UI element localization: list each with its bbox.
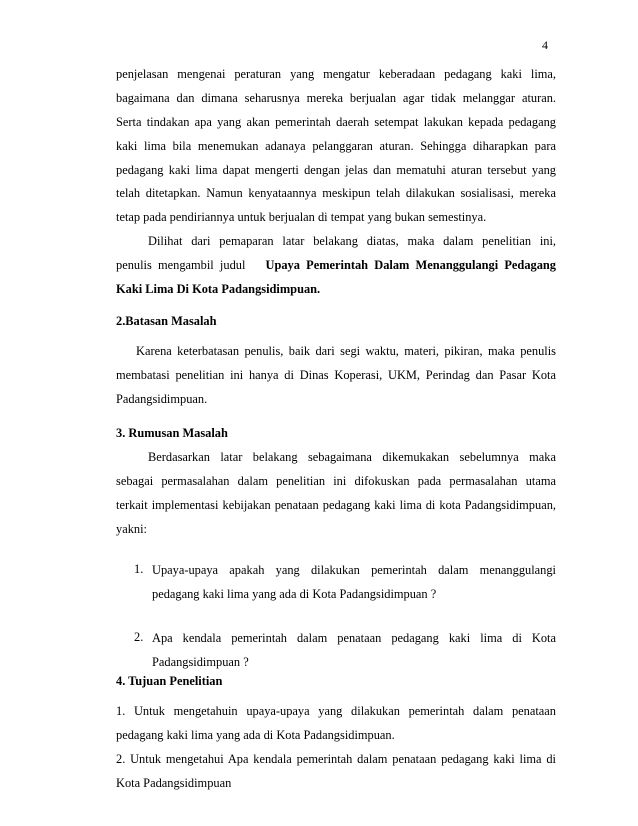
paragraph-line: Padangsidimpuan. <box>116 392 208 406</box>
list-number: 2. <box>134 630 144 644</box>
paragraph-line: Serta tindakan apa yang akan pemerintah daerah setempat lakukan kepada pedagang <box>116 115 556 129</box>
paragraph-line: Karena keterbatasan penulis, baik dari segi waktu, materi, pikiran, maka penulis <box>136 344 556 358</box>
list-item: pedagang kaki lima yang ada di Kota Padangsidimpuan ? <box>152 587 437 601</box>
list-item: Apa kendala pemerintah dalam penataan pedagang kaki lima di Kota <box>152 631 556 645</box>
research-title: Kaki Lima Di Kota Padangsidimpuan. <box>116 282 321 296</box>
paragraph-line: tetap pada pendiriannya untuk berjualan di tempat yang bukan semestinya. <box>116 210 487 224</box>
page-number: 4 <box>542 38 548 52</box>
paragraph-line: Kota Padangsidimpuan <box>116 776 232 790</box>
list-item: Upaya-upaya apakah yang dilakukan pemerintah dalam menanggulangi <box>152 563 556 577</box>
paragraph-line: Dilihat dari pemaparan latar belakang diatas, maka dalam penelitian ini, <box>148 234 556 248</box>
section-heading: 4. Tujuan Penelitian <box>116 674 223 688</box>
paragraph-line: 1. Untuk mengetahuin upaya-upaya yang dilakukan pemerintah dalam penataan <box>116 704 556 718</box>
paragraph-line: bagaimana dan dimana seharusnya mereka berjualan agar tidak melanggar aturan. <box>116 91 556 105</box>
paragraph-line: membatasi penelitian ini hanya di Dinas Koperasi, UKM, Perindag dan Pasar Kota <box>116 368 556 382</box>
paragraph-line: sebagai permasalahan dalam penelitian ini difokuskan pada permasalahan utama <box>116 474 556 488</box>
list-item: Padangsidimpuan ? <box>152 655 249 669</box>
paragraph-line: telah ditetapkan. Namun kenyataannya meskipun telah dilakukan sosialisasi, mereka <box>116 186 556 200</box>
title-line <box>116 257 556 273</box>
paragraph-line: Berdasarkan latar belakang sebagaimana dikemukakan sebelumnya maka <box>148 450 556 464</box>
list-number: 1. <box>134 562 144 576</box>
paragraph-line: pedagang kaki lima yang ada di Kota Padangsidimpuan. <box>116 728 395 742</box>
paragraph-line: terkait implementasi kebijakan penataan pedagang kaki lima di kota Padangsidimpuan, <box>116 498 556 512</box>
paragraph-line: penjelasan mengenai peraturan yang mengatur keberadaan pedagang kaki lima, <box>116 67 556 81</box>
paragraph-line: kaki lima bila menemukan adanaya pelanggaran aturan. Sehingga diharapkan para <box>116 139 556 153</box>
research-title: Upaya Pemerintah Dalam Menanggulangi Pedagang <box>265 258 556 272</box>
paragraph-text: penulis mengambil judul <box>116 258 246 272</box>
section-heading: 3. Rumusan Masalah <box>116 426 228 440</box>
paragraph-line: pedagang kaki lima dapat mengerti dengan jelas dan mematuhi aturan tersebut yang <box>116 163 556 177</box>
paragraph-line: 2. Untuk mengetahui Apa kendala pemerintah dalam penataan pedagang kaki lima di <box>116 752 556 766</box>
paragraph-line: yakni: <box>116 522 147 536</box>
section-heading: 2.Batasan Masalah <box>116 314 217 328</box>
